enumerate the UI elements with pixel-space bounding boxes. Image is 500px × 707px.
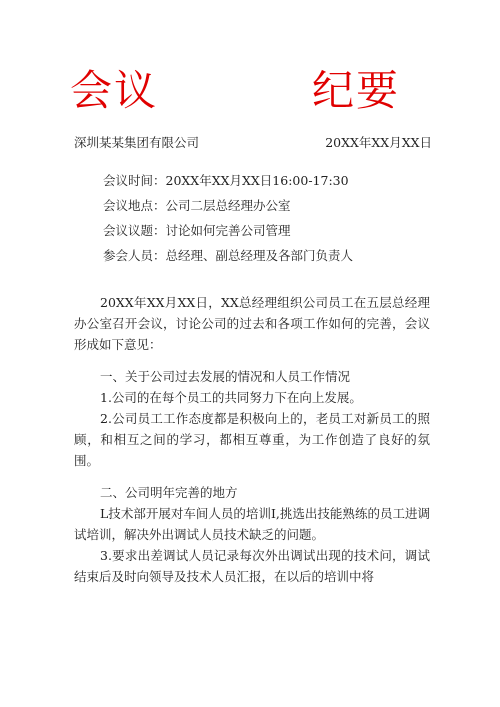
- meeting-time: 会议时间：20XX年XX月XX日16:00-17:30: [103, 173, 349, 188]
- meeting-place: 会议地点：公司二层总经理办公室: [103, 198, 291, 213]
- minutes-body: [74, 292, 430, 587]
- section-1-item-2: 2.公司员工工作态度都是积极向上的，老员工对新员工的照顾，和相互之间的学习，都相互尊重，为工作创造了良好的氛围。: [74, 411, 430, 468]
- section-2-item-1: L技术部开展对车间人员的培训I,挑选出技能熟练的员工进调试培训，解决外出调试人员技术缺乏的问题。: [74, 506, 430, 542]
- document-title: [0, 66, 500, 120]
- section-2-item-2: 3.要求出差调试人员记录每次外出调试出现的技术问，调试结束后及时向领导及技术人员汇报，在以后的培训中将: [74, 548, 430, 584]
- meeting-topic: 会议议题：讨论如何完善公司管理: [103, 223, 291, 238]
- title-right: 纪要: [312, 66, 401, 115]
- section-2-title: 二、公司明年完善的地方: [100, 485, 238, 500]
- meeting-attendees: 参会人员：总经理、副总经理及各部门负责人: [103, 248, 354, 263]
- company-name: 深圳某某集团有限公司: [74, 135, 200, 150]
- document-date: 20XX年XX月XX日: [325, 135, 432, 150]
- section-1-title: 一、关于公司过去发展的情况和人员工作情况: [100, 369, 351, 384]
- intro-paragraph: 20XX年XX月XX日，XX总经理组织公司员工在五层总经理办公室召开会议，讨论公司的过去和各项工作如何的完善，会议形成如下意见：: [74, 295, 430, 352]
- meeting-info: [103, 172, 353, 272]
- title-left: 会议: [70, 66, 159, 115]
- section-1-item-1: 1.公司的在每个员工的共同努力下在向上发展。: [100, 390, 362, 405]
